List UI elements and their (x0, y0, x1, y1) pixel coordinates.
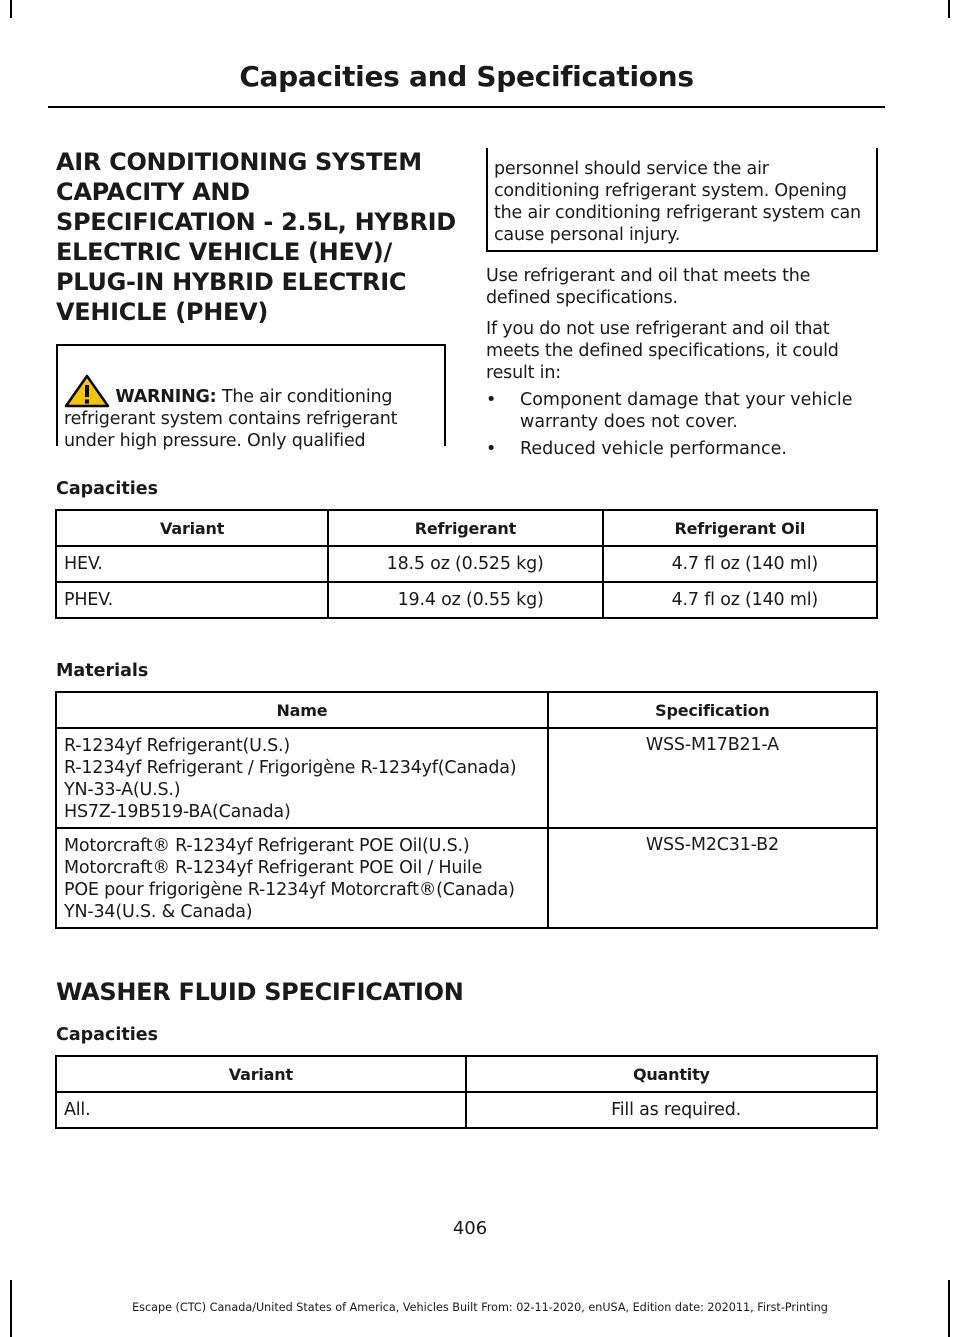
header-rule (48, 106, 885, 108)
paragraph: Use refrigerant and oil that meets the defined specifications. (486, 266, 811, 308)
title-line: VEHICLE (PHEV) (56, 298, 269, 326)
capacities-heading: Capacities (56, 479, 159, 499)
table-cell: HEV. (56, 546, 328, 582)
warning-body-part1: The air conditioning refrigerant system contains refrigerant under high pressure. Only qualified (64, 387, 398, 451)
table-cell: All. (56, 1092, 466, 1128)
column-header: Refrigerant (328, 510, 602, 546)
material-name-line: POE pour frigorigène R-1234yf Motorcraft®(Canada) (64, 880, 515, 900)
table-cell: 4.7 fl oz (140 ml) (603, 546, 877, 582)
table-cell: 18.5 oz (0.525 kg) (328, 546, 602, 582)
bullet-text: Reduced vehicle performance. (520, 439, 787, 459)
capacities-table (55, 509, 878, 619)
warning-label: WARNING: (115, 387, 217, 407)
title-line: AIR CONDITIONING SYSTEM (56, 148, 422, 176)
crop-mark-top-right (948, 0, 950, 18)
washer-section-title: WASHER FLUID SPECIFICATION (56, 978, 464, 1006)
materials-table (55, 691, 878, 929)
column-header: Variant (56, 510, 328, 546)
table-row (56, 728, 877, 828)
bullet-dot: • (486, 390, 497, 410)
paragraph: If you do not use refrigerant and oil that meets the defined specifications, it could result in: (486, 319, 839, 383)
material-name-line: R-1234yf Refrigerant(U.S.) (64, 736, 290, 756)
warning-text (58, 374, 444, 452)
table-row (56, 582, 877, 618)
column-header: Quantity (466, 1056, 877, 1092)
crop-mark-top-left (10, 0, 12, 18)
material-name-line: YN-34(U.S. & Canada) (64, 902, 253, 922)
table-cell (56, 828, 548, 928)
table-row (56, 546, 877, 582)
title-line: ELECTRIC VEHICLE (HEV)/ (56, 238, 392, 266)
title-line: CAPACITY AND (56, 178, 250, 206)
material-name-line: R-1234yf Refrigerant / Frigorigène R-1234yf(Canada) (64, 758, 517, 778)
table-header-row (56, 510, 877, 546)
table-row (56, 828, 877, 928)
table-header-row (56, 692, 877, 728)
warning-box-continued (486, 148, 878, 252)
table-cell: WSS-M17B21-A (548, 728, 877, 828)
page-header: Capacities and Specifications (239, 60, 694, 93)
bullet-text: Component damage that your vehicle warranty does not cover. (520, 390, 853, 432)
column-header: Specification (548, 692, 877, 728)
ac-section-title (56, 147, 456, 327)
table-cell: WSS-M2C31-B2 (548, 828, 877, 928)
table-cell: Fill as required. (466, 1092, 877, 1128)
material-name-line: Motorcraft® R-1234yf Refrigerant POE Oil / Huile (64, 858, 483, 878)
column-header: Variant (56, 1056, 466, 1092)
material-name-line: YN-33-A(U.S.) (64, 780, 181, 800)
column-header: Name (56, 692, 548, 728)
material-name-line: Motorcraft® R-1234yf Refrigerant POE Oil(U.S.) (64, 836, 470, 856)
washer-capacities-table (55, 1055, 878, 1129)
table-cell: 4.7 fl oz (140 ml) (603, 582, 877, 618)
material-name-line: HS7Z-19B519-BA(Canada) (64, 802, 291, 822)
footer-text: Escape (CTC) Canada/United States of America, Vehicles Built From: 02-11-2020, enUSA, Edition date: 202011, First-Printing (132, 1301, 828, 1314)
page-number: 406 (452, 1218, 488, 1239)
warning-box (56, 344, 446, 451)
warning-body-part2: personnel should service the air conditioning refrigerant system. Opening the air conditioning refrigerant system can cause personal injury. (494, 159, 861, 245)
table-cell: PHEV. (56, 582, 328, 618)
bullet-dot: • (486, 439, 497, 459)
title-line: SPECIFICATION - 2.5L, HYBRID (56, 208, 456, 236)
column-header: Refrigerant Oil (603, 510, 877, 546)
table-cell (56, 728, 548, 828)
materials-heading: Materials (56, 661, 149, 681)
title-line: PLUG-IN HYBRID ELECTRIC (56, 268, 407, 296)
washer-capacities-heading: Capacities (56, 1025, 159, 1045)
warning-triangle-icon (64, 374, 110, 408)
table-row (56, 1092, 877, 1128)
table-cell: 19.4 oz (0.55 kg) (328, 582, 602, 618)
table-header-row (56, 1056, 877, 1092)
